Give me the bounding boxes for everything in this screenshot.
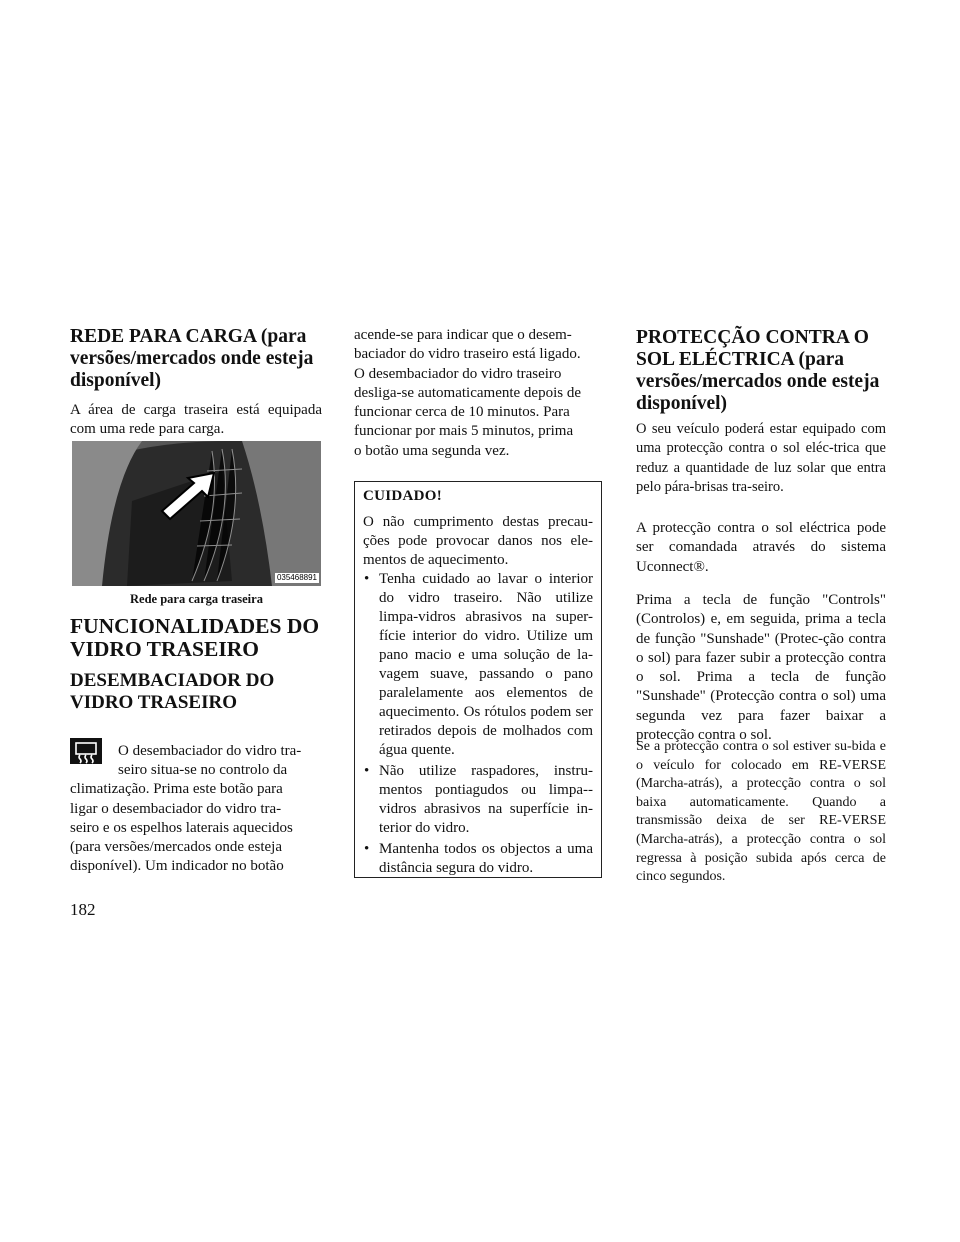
continued-line: funcionar cerca de 10 minutos. Para [354, 404, 570, 421]
continued-line: funcionar por mais 5 minutos, prima [354, 423, 574, 440]
cargo-net-photo [72, 441, 321, 586]
defroster-text [70, 742, 322, 876]
caution-bullet: • Não utilize raspadores, instru-mentos pontiagudos ou limpa--vidros abrasivos na superfície in-terior do vidro. [363, 762, 593, 838]
defroster-line: seiro situa-se no controlo da [118, 762, 288, 779]
cargo-net-illustration [72, 441, 321, 586]
defroster-heading-wrap [70, 670, 322, 714]
caution-title: CUIDADO! [363, 488, 443, 504]
rear-window-heading: FUNCIONALIDADES DO VIDRO TRASEIRO [70, 614, 320, 661]
sunshade-para-2: A protecção contra o sol eléctrica pode ser comandada através do sistema Uconnect®. [636, 520, 886, 575]
defroster-line: ligar o desembaciador do vidro tra- [70, 800, 282, 817]
caution-bullet: • Tenha cuidado ao lavar o interior do vidro traseiro. Não utilize limpa-vidros abrasivos na super-fície interior do vidro. Utilize um pano macio e uma solução de la-vagem suave, passando o pano paralelamente aos elementos de aquecimento. Os rótulos podem ser retirados depois de molhados com água quente. [363, 570, 593, 760]
defroster-line: seiro e os espelhos laterais aquecidos [70, 819, 293, 836]
rear-window-heading-wrap [70, 615, 322, 661]
defroster-continued-text [354, 326, 604, 461]
defroster-line: (para versões/mercados onde esteja [70, 839, 282, 856]
sunshade-heading: PROTECÇÃO CONTRA O SOL ELÉCTRICA (para versões/mercados onde esteja disponível) [636, 327, 880, 414]
page-number: 182 [70, 900, 96, 919]
defroster-line: O desembaciador do vidro tra- [118, 743, 302, 759]
caution-bullet: • Mantenha todos os objectos a uma distância segura do vidro. [363, 840, 593, 878]
cargo-net-heading: REDE PARA CARGA (para versões/mercados onde esteja disponível) [70, 326, 314, 391]
continued-line: o botão uma segunda vez. [354, 442, 510, 459]
defroster-line: disponível). Um indicador no botão [70, 858, 284, 875]
defroster-line: climatização. Prima este botão para [70, 781, 283, 798]
sunshade-para-4: Se a protecção contra o sol estiver su-bida e o veículo for colocado em RE-VERSE (Marcha-atrás), a protecção contra o sol baixa automaticamente. Quando a transmissão deixa de ser RE-VERSE (Marcha-atrás), a protecção contra o sol regressa à posição subida após cerca de cinco segundos. [636, 739, 886, 885]
continued-line: baciador do vidro traseiro está ligado. [354, 346, 581, 363]
sunshade-para-1: O seu veículo poderá estar equipado com uma protecção contra o sol eléc-trica que reduz a quantidade de luz solar que entra pelo pára-brisas tra-seiro. [636, 421, 886, 495]
continued-line: acende-se para indicar que o desem- [354, 327, 572, 343]
photo-caption: Rede para carga traseira [130, 592, 263, 606]
caution-box [354, 481, 602, 878]
continued-line: desliga-se automaticamente depois de [354, 384, 581, 401]
cargo-net-text: A área de carga traseira está equipada com uma rede para carga. [70, 402, 322, 438]
defroster-heading: DESEMBACIADOR DO VIDRO TRASEIRO [70, 670, 275, 713]
continued-line: O desembaciador do vidro traseiro [354, 365, 562, 382]
caution-intro: O não cumprimento destas precau-ções pode provocar danos nos ele-mentos de aquecimento. [363, 514, 593, 568]
photo-code: 035468891 [276, 573, 317, 582]
sunshade-para-3: Prima a tecla de função "Controls" (Controlos) e, em seguida, prima a tecla de função "Sunshade" (Protec-ção contra o sol) para fazer subir a protecção contra o sol. Prima a tecla de função "Sunshade" (Protecção contra o sol) uma segunda vez para fazer baixar a protecção contra o sol. [636, 592, 886, 744]
